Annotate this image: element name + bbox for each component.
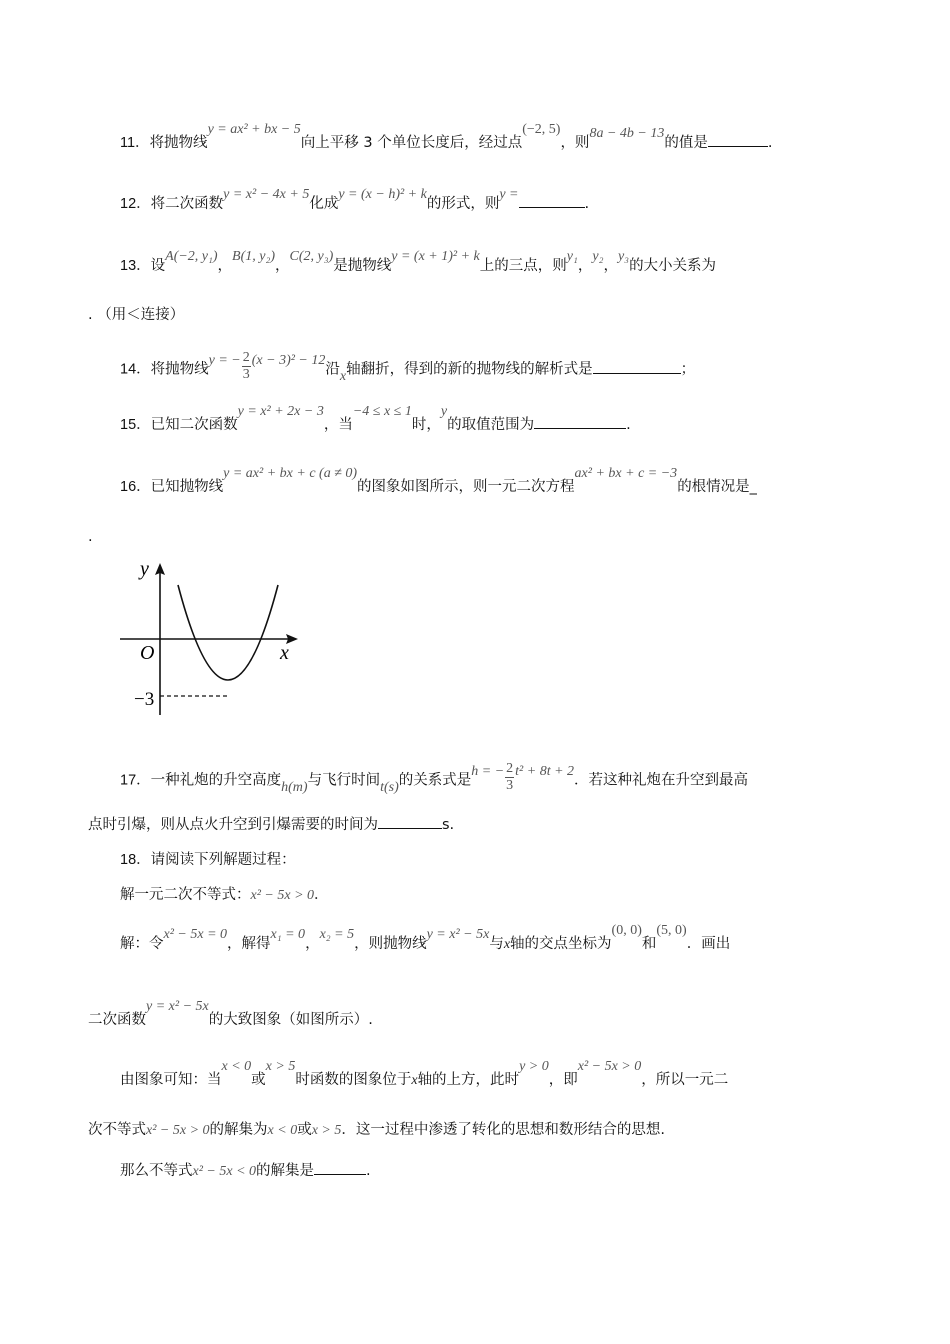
- text: 次不等式: [88, 1122, 146, 1138]
- text: ，: [603, 258, 618, 274]
- formula: y = x² − 5x: [426, 927, 490, 942]
- text: ，: [577, 258, 593, 274]
- text: .: [767, 135, 773, 151]
- text: 与: [489, 936, 504, 952]
- formula: y₃: [617, 249, 630, 264]
- formula: t(s): [380, 779, 399, 795]
- question-number: 17．: [120, 772, 151, 789]
- question-18: [120, 850, 296, 870]
- question-18-p3: [88, 999, 373, 1031]
- question-number: 14．: [120, 361, 151, 378]
- text: 解：令: [120, 936, 164, 952]
- question-15: [120, 404, 631, 436]
- formula: x² − 5x < 0: [192, 1164, 257, 1179]
- formula: y: [440, 404, 448, 419]
- answer-blank[interactable]: [519, 193, 585, 208]
- formula: x > 5: [265, 1059, 296, 1074]
- text: ，解得: [227, 936, 271, 952]
- text: .: [88, 529, 93, 545]
- question-18-p2: [120, 923, 731, 955]
- text: ，即: [548, 1072, 578, 1088]
- formula: B(1, y₂): [232, 249, 276, 264]
- fraction: [505, 761, 514, 794]
- formula: y = (x − h)² + k: [338, 187, 427, 202]
- formula: y =: [499, 187, 519, 202]
- formula: (−2, 5): [522, 122, 561, 137]
- question-number: 13．: [120, 258, 151, 274]
- text: 向上平移 3 个单位长度后，经过点: [300, 135, 523, 151]
- text: ．这一过程中渗透了转化的思想和数形结合的思想.: [341, 1122, 665, 1138]
- question-17-line2: [88, 814, 454, 835]
- x-axis-label: x: [280, 642, 289, 664]
- formula: C(2, y₃): [289, 249, 334, 264]
- formula: h = −: [471, 763, 505, 779]
- question-number: 12．: [120, 196, 151, 212]
- text: 轴的交点坐标为: [510, 936, 612, 952]
- formula: x² − 5x > 0: [577, 1059, 642, 1074]
- numerator: 2: [506, 761, 514, 776]
- formula: x < 0: [267, 1123, 298, 1138]
- formula: x² − 5x > 0: [146, 1123, 210, 1138]
- text: 时，: [411, 417, 441, 433]
- question-13: [120, 249, 717, 277]
- answer-blank[interactable]: [534, 414, 626, 429]
- formula: x > 5: [311, 1123, 342, 1138]
- question-11: [120, 122, 773, 154]
- answer-blank[interactable]: [593, 359, 681, 374]
- text: 轴翻折，得到的新的抛物线的解析式是: [346, 361, 593, 378]
- text: ，则抛物线: [354, 936, 427, 952]
- formula: y₁: [566, 249, 578, 264]
- text: 沿: [325, 361, 340, 378]
- unit-text: s.: [442, 817, 455, 833]
- text: 点时引爆，则从点火升空到引爆需要的时间为: [88, 817, 378, 833]
- text: 将二次函数: [150, 196, 224, 212]
- text: ；: [680, 361, 696, 378]
- formula: y = ax² + bx + c (a ≠ 0): [223, 466, 358, 481]
- question-12: [120, 187, 590, 215]
- question-number: 16．: [120, 479, 151, 495]
- question-18-p1: [120, 885, 329, 906]
- answer-blank[interactable]: [378, 814, 442, 829]
- text: ，: [305, 936, 320, 952]
- text: ．: [314, 887, 329, 903]
- text: ，则: [560, 135, 590, 151]
- formula: ax² + bx + c = −3: [574, 466, 678, 481]
- text: . （用＜连接）: [88, 307, 185, 323]
- text: 与飞行时间: [307, 772, 381, 789]
- denominator: 3: [242, 367, 250, 382]
- numerator: 2: [242, 350, 250, 365]
- text: 和: [641, 936, 657, 952]
- formula: (5, 0): [656, 923, 687, 938]
- text: ．若这种礼炮在升空到最高: [574, 772, 749, 789]
- text: 已知二次函数: [150, 417, 238, 433]
- formula: x: [411, 1073, 418, 1088]
- fraction: [242, 350, 251, 383]
- question-number: 11．: [120, 135, 150, 151]
- formula: y = x² − 5x: [146, 999, 209, 1014]
- formula: y = ax² + bx − 5: [207, 122, 301, 137]
- text: 一种礼炮的升空高度: [150, 772, 282, 789]
- formula: y = (x + 1)² + k: [391, 249, 480, 264]
- question-14: [120, 350, 696, 386]
- formula: x: [339, 368, 347, 384]
- question-17: [120, 761, 749, 797]
- text: 的根情况是_: [677, 479, 757, 495]
- formula: x² − 5x > 0: [250, 888, 315, 903]
- text: ，: [275, 258, 290, 274]
- y-axis-label: y: [140, 558, 149, 580]
- formula: x₁ = 0: [270, 927, 306, 942]
- text: 或: [251, 1072, 266, 1088]
- text: 将抛物线: [149, 135, 208, 151]
- text: .: [584, 196, 590, 212]
- text: ，所以一元二: [641, 1072, 729, 1088]
- formula: x: [503, 937, 511, 952]
- text: 的形式，则: [426, 196, 500, 212]
- question-18-p6: [120, 1160, 371, 1182]
- formula: (0, 0): [611, 923, 642, 938]
- formula: y = x² − 4x + 5: [223, 187, 310, 202]
- text: 上的三点，则: [479, 258, 567, 274]
- text: 时函数的图象位于: [295, 1072, 412, 1088]
- text: 轴的上方，此时: [417, 1072, 520, 1088]
- answer-blank[interactable]: [708, 132, 768, 147]
- text: 那么不等式: [120, 1163, 193, 1179]
- text: 解一元二次不等式：: [120, 887, 251, 903]
- text: 的关系式是: [398, 772, 472, 789]
- text: ，: [217, 258, 233, 274]
- text: 请阅读下列解题过程：: [150, 852, 296, 868]
- text: 的解集为: [209, 1122, 268, 1138]
- text: ，当: [323, 417, 353, 433]
- formula: y₂: [592, 249, 604, 264]
- question-16: [120, 466, 757, 498]
- parabola-curve: [178, 585, 278, 680]
- answer-blank[interactable]: [314, 1160, 366, 1175]
- question-18-p4: [120, 1059, 729, 1091]
- formula: −4 ≤ x ≤ 1: [352, 404, 412, 419]
- text: .: [626, 417, 631, 433]
- text: 的解集是: [256, 1163, 315, 1179]
- question-18-p5: [88, 1120, 665, 1141]
- formula: y = x² + 2x − 3: [237, 404, 324, 419]
- text: 由图象可知：当: [120, 1072, 222, 1088]
- text: ．画出: [686, 936, 731, 952]
- text: 将抛物线: [150, 361, 209, 378]
- text: 化成: [309, 196, 339, 212]
- text: 的取值范围为: [447, 417, 535, 433]
- question-13-line2: [88, 305, 184, 325]
- formula: (x − 3)² − 12: [251, 352, 326, 368]
- formula: 8a − 4b − 13: [589, 126, 665, 141]
- text: 的值是: [664, 135, 708, 151]
- text: 的大小关系为: [629, 258, 717, 274]
- text: 已知抛物线: [150, 479, 224, 495]
- text: 的图象如图所示，则一元二次方程: [357, 479, 575, 495]
- text: 是抛物线: [333, 258, 392, 274]
- question-number: 18．: [120, 852, 151, 868]
- formula: x² − 5x = 0: [163, 927, 228, 942]
- formula: y = −: [208, 352, 241, 368]
- text: .: [366, 1163, 371, 1179]
- min-value-label: −3: [134, 689, 155, 710]
- formula: y > 0: [519, 1059, 549, 1074]
- formula: x < 0: [221, 1059, 252, 1074]
- denominator: 3: [506, 778, 514, 793]
- origin-label: O: [140, 642, 155, 664]
- formula: t² + 8t + 2: [515, 763, 575, 779]
- text: 设: [150, 258, 166, 274]
- parabola-figure: [110, 555, 310, 720]
- text: 或: [297, 1122, 312, 1138]
- question-16-line2: [88, 527, 93, 547]
- text: 二次函数: [88, 1012, 146, 1028]
- formula: A(−2, y₁): [165, 249, 218, 264]
- formula: h(m): [281, 779, 308, 795]
- text: 的大致图象（如图所示）.: [208, 1012, 373, 1028]
- formula: x₂ = 5: [319, 927, 355, 942]
- question-number: 15．: [120, 417, 151, 433]
